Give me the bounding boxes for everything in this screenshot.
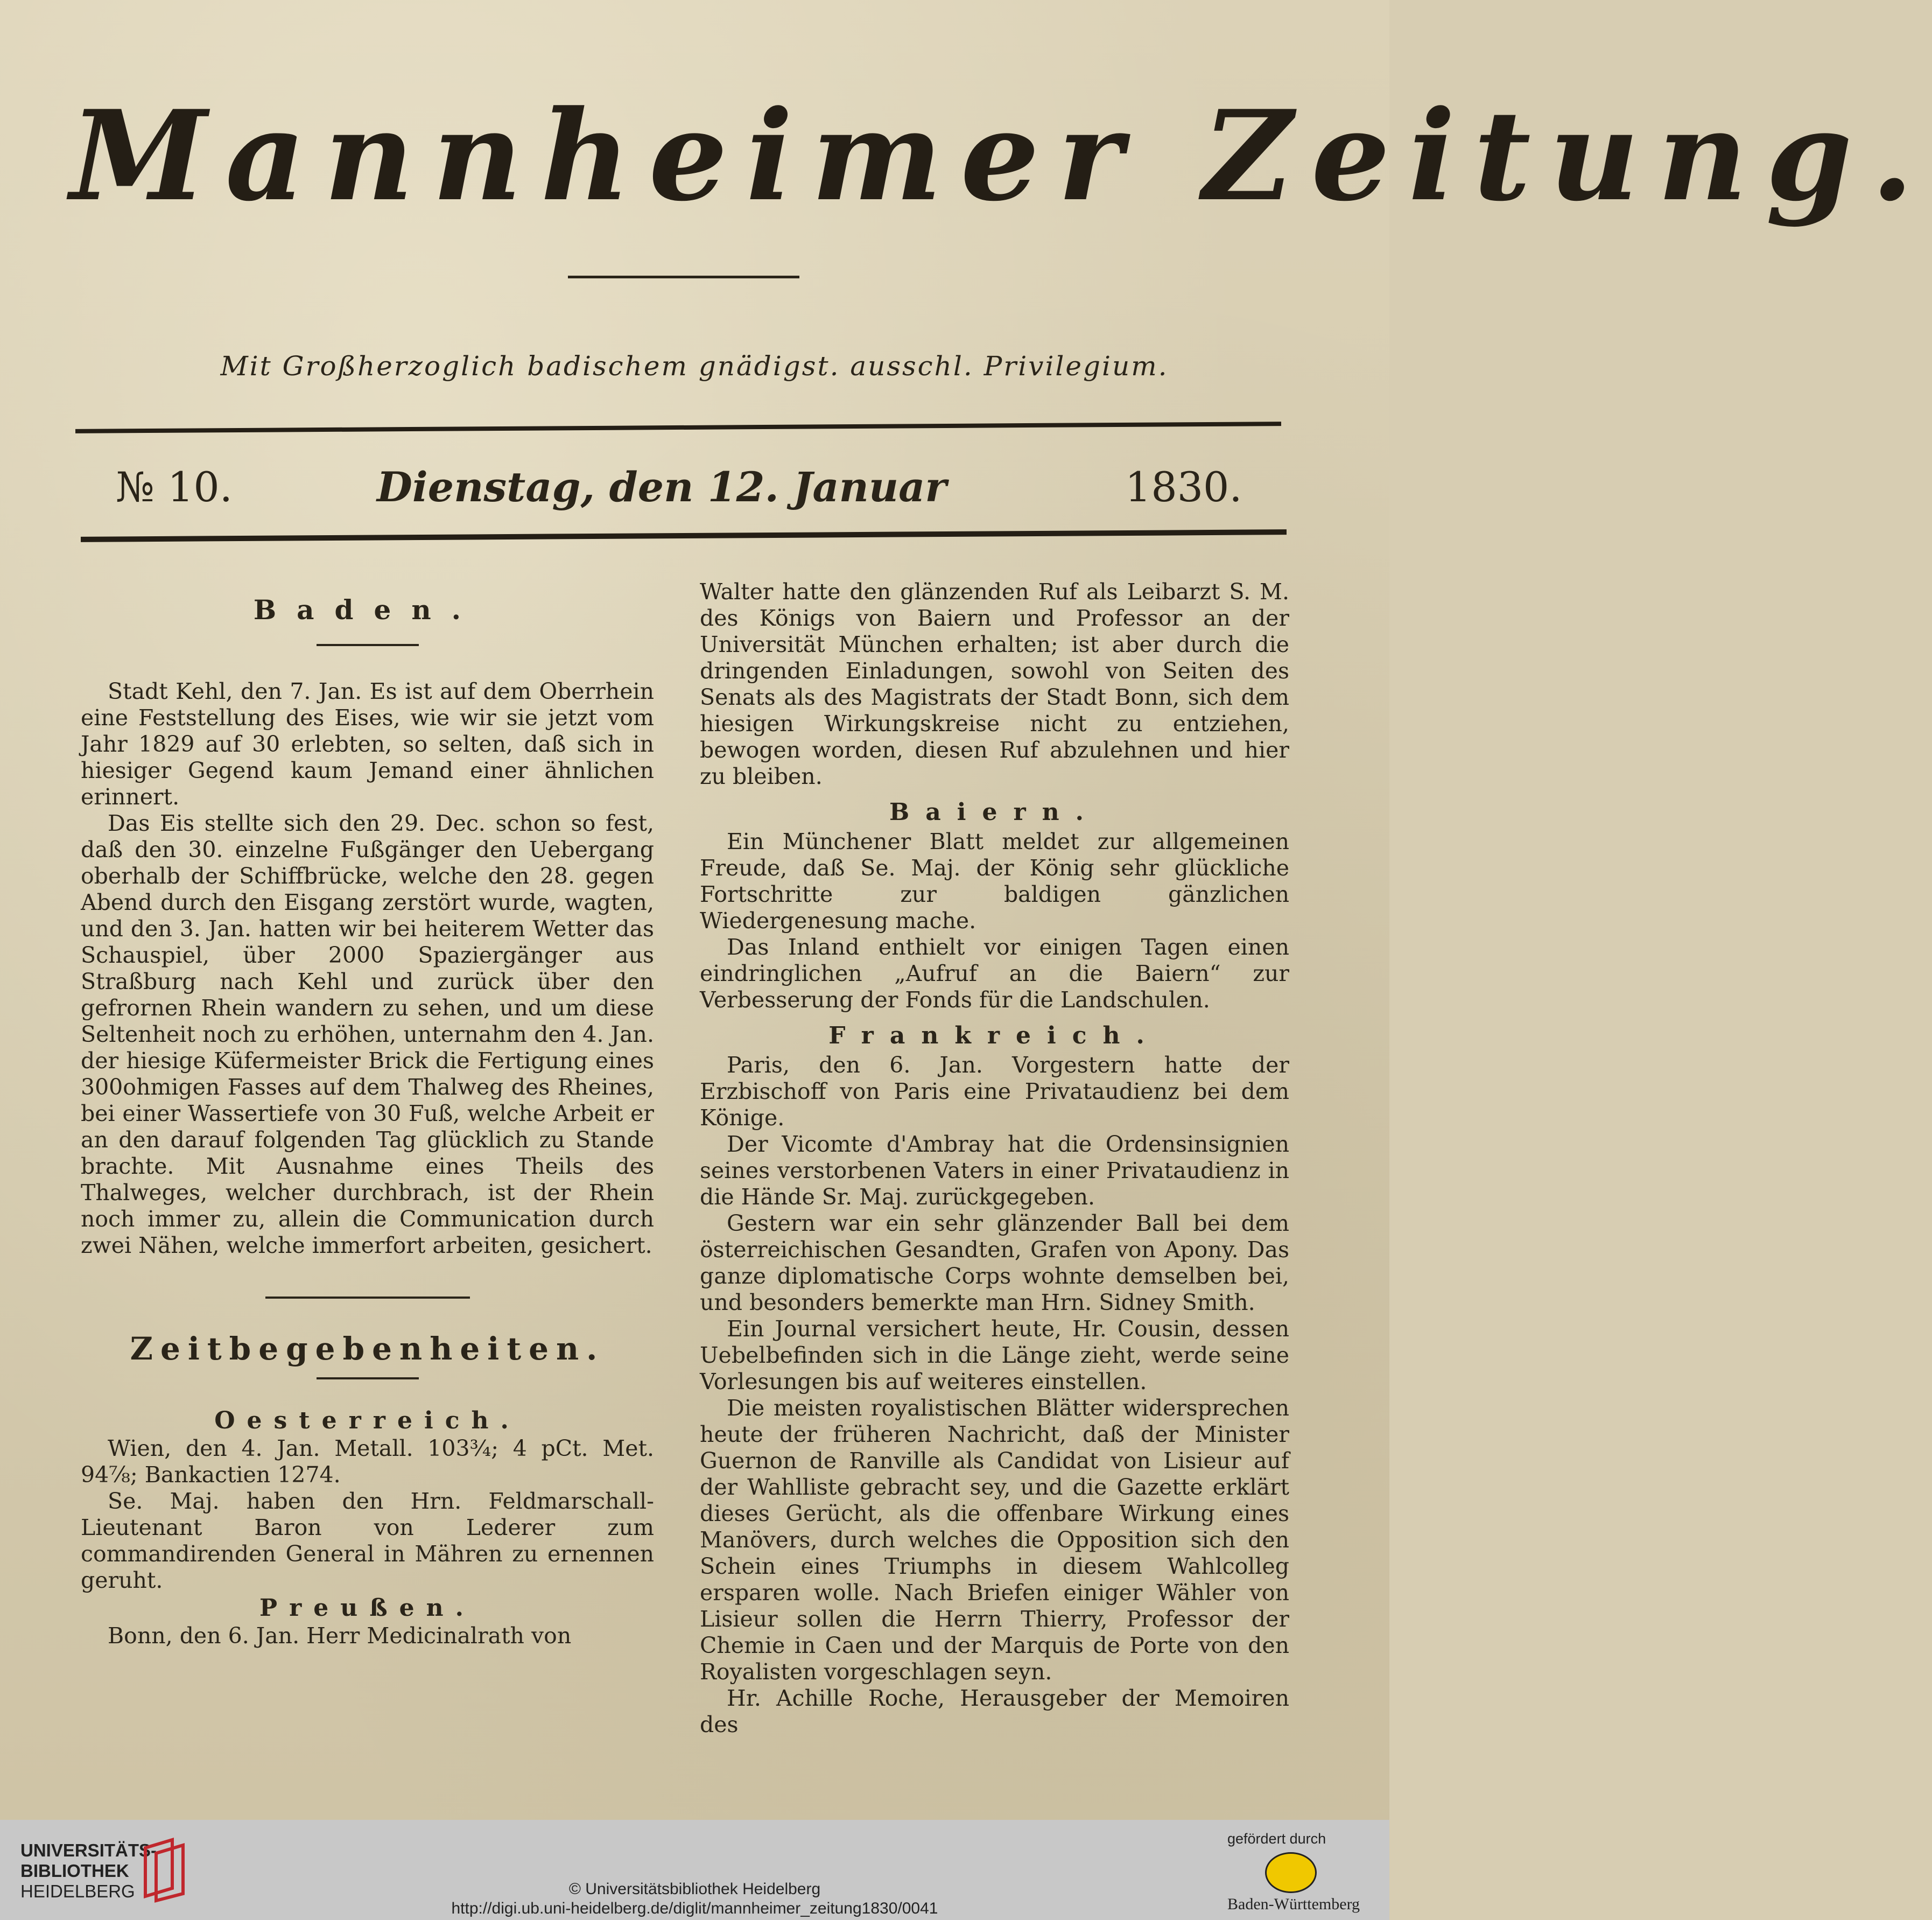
library-name-line: HEIDELBERG [20,1881,135,1901]
masthead-title: Mannheimer Zeitung. [70,83,1932,229]
article-paragraph: Hr. Achille Roche, Herausgeber der Memoiren des [700,1685,1289,1737]
left-column [81,581,654,1649]
article-paragraph: Walter hatte den glänzenden Ruf als Leibarzt S. M. des Königs von Baiern und Professor an der Universität München erhalten; ist aber durch die dringenden Einladungen, sowohl von Seiten des Senats als des Magistrats der Stadt Bonn, sich dem hiesigen Wirkungskreise nicht zu entziehen, bewogen worden, diesen Ruf abzulehnen und hier zu bleiben. [700,579,1289,789]
source-url-link[interactable]: http://digi.ub.uni-heidelberg.de/diglit/mannheimer_zeitung1830/0041 [451,1900,938,1917]
article-paragraph: Ein Journal versichert heute, Hr. Cousin, dessen Uebelbefinden sich in die Länge zieht, werde seine Vorlesungen bis auf weiteres einstellen. [700,1316,1289,1395]
article-paragraph: Der Vicomte d'Ambray hat die Ordensinsignien seines verstorbenen Vaters in einer Privataudienz in die Hände Sr. Maj. zurückgegeben. [700,1131,1289,1210]
sponsor-name: Baden-Württemberg [1227,1895,1360,1913]
article-paragraph: Die meisten royalistischen Blätter widersprechen heute der früheren Nachricht, daß der Minister Guernon de Ranville als Candidat von Lisieur auf der Wahlliste gebracht sey, und die Gazette erklärt dieses Gerücht, als die offenbare Wirkung eines Manövers, durch welches die Opposition sich den Schein eines Triumphs in diesem Wahlcolleg ersparen wolle. Nach Briefen einiger Wähler von Lisieur sollen die Herrn Thierry, Professor der Chemie in Caen und der Marquis de Porte von den Royalisten vorgeschlagen seyn. [700,1395,1289,1685]
article-paragraph: Wien, den 4. Jan. Metall. 103¾; 4 pCt. Met. 94⅞; Bankactien 1274. [81,1435,654,1488]
article-paragraph: Se. Maj. haben den Hrn. Feldmarschall-Lieutenant Baron von Lederer zum commandirenden General in Mähren zu ernennen geruht. [81,1488,654,1593]
section-heading-frankreich: Frankreich. [828,1022,1161,1049]
section-rule [317,1377,419,1379]
article-paragraph: Paris, den 6. Jan. Vorgestern hatte der Erzbischoff von Paris eine Privataudienz bei dem Könige. [700,1052,1289,1131]
article-paragraph: Bonn, den 6. Jan. Herr Medicinalrath von [108,1623,572,1649]
dateline-bottom-rule [81,529,1287,542]
right-column [700,579,1289,1738]
issue-date: Dienstag, den 12. Januar [377,463,947,511]
section-heading-zeitbegebenheiten: Zeitbegebenheiten. [130,1330,605,1367]
coat-of-arms-icon [1265,1852,1317,1893]
article-paragraph: Das Inland enthielt vor einigen Tagen einen eindringlichen „Aufruf an die Baiern“ zur Verbesserung der Fonds für die Landschulen. [700,934,1289,1013]
sponsor-label: gefördert durch [1227,1831,1326,1847]
dateline-top-rule [75,422,1281,433]
privilege-line: Mit Großherzoglich badischem gnädigst. ausschl. Privilegium. [220,351,1169,382]
article-paragraph: Gestern war ein sehr glänzender Ball bei dem österreichischen Gesandten, Grafen von Apony. Das ganze diplomatische Corps wohnte demselben bei, und besonders bemerkte man Hrn. Sidney Smith. [700,1210,1289,1315]
library-name-line: BIBLIOTHEK [20,1861,129,1881]
section-rule [317,644,419,646]
section-heading-oesterreich: Oesterreich. [214,1407,521,1434]
section-heading-baiern: Baiern. [889,798,1100,826]
library-name-line: UNIVERSITÄTS- [20,1840,157,1860]
article-paragraph: Ein Münchener Blatt meldet zur allgemeinen Freude, daß Se. Maj. der König sehr glückliche Fortschritte zur baldigen gänzlichen Wiedergenesung mache. [700,829,1289,934]
article-paragraph: Stadt Kehl, den 7. Jan. Es ist auf dem Oberrhein eine Feststellung des Eises, wie wir sie jetzt vom Jahr 1829 auf 30 erlebten, so selten, daß sich in hiesiger Gegend kaum Jemand einer ähnlichen erinnert. [81,678,654,810]
article-paragraph: Das Eis stellte sich den 29. Dec. schon so fest, daß den 30. einzelne Fußgänger den Uebergang oberhalb der Schiffbrücke, welche den 28. gegen Abend durch den Eisgang zerstört wurde, wagten, und den 3. Jan. hatten wir bei heiterem Wetter das Schauspiel, über 2000 Spaziergänger aus Straßburg nach Kehl und zurück über den gefrornen Rhein wandern zu sehen, und um diese Seltenheit noch zu erhöhen, unternahm den 4. Jan. der hiesige Küfermeister Brick die Fertigung eines 300ohmigen Fasses auf dem Thalweg des Rheines, bei einer Wassertiefe von 30 Fuß, welche Arbeit er an den darauf folgenden Tag glücklich zu Stande brachte. Mit Ausnahme eines Theils des Thalweges, welcher durchbrach, ist der Rhein noch immer zu, allein die Communication durch zwei Nähen, welche immerfort arbeiten, gesichert. [81,810,654,1258]
masthead-rule [568,276,799,278]
section-rule [265,1297,470,1299]
issue-number: № 10. [116,463,233,511]
section-heading-baden: Baden. [253,594,482,626]
issue-year: 1830. [1125,463,1242,511]
digitization-footer [0,1820,1389,1920]
copyright-notice: © Universitätsbibliothek Heidelberg [568,1880,821,1898]
section-heading-preussen: Preußen. [259,1594,475,1622]
